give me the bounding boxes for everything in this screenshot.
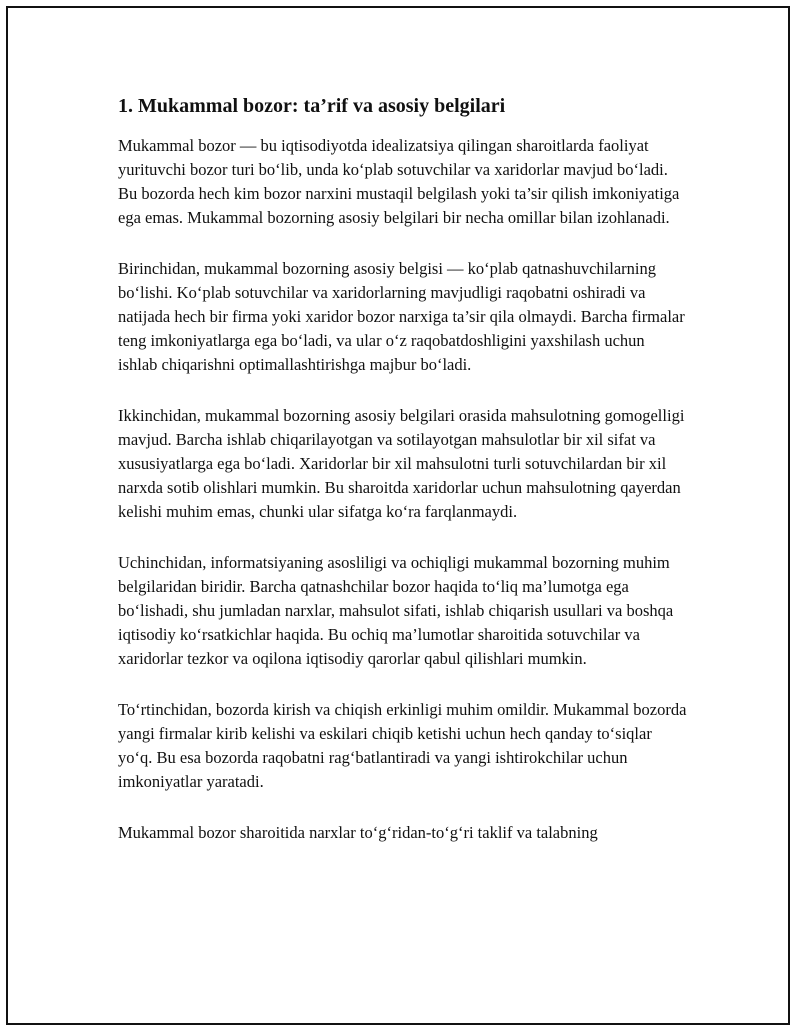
document-body: [118, 92, 688, 872]
paragraph-fifth: Mukammal bozor sharoitida narxlar toʻgʻridan-toʻgʻri taklif va talabning: [118, 823, 598, 842]
paragraph-intro: Mukammal bozor — bu iqtisodiyotda idealizatsiya qilingan sharoitlarda faoliyat yurituvchi bozor turi boʻlib, unda koʻplab sotuvchilar va xaridorlar mavjud boʻladi. Bu bozorda hech kim bozor narxini mustaqil belgilash yoki ta’sir qilish imkoniyatiga ega emas. Mukammal bozorning asosiy belgilari bir necha omillar bilan izohlanadi.: [118, 136, 680, 227]
paragraph-second: Ikkinchidan, mukammal bozorning asosiy belgilari orasida mahsulotning gomogelligi mavjud. Barcha ishlab chiqarilayotgan va sotilayotgan mahsulotlar bir xil sifat va xususiyatlarga ega boʻladi. Xaridorlar bir xil mahsulotni turli sotuvchilardan bir xil narxda sotib olishlari mumkin. Bu sharoitda xaridorlar uchun mahsulotning qayerdan kelishi muhim emas, chunki ular sifatga koʻra farqlanmaydi.: [118, 406, 685, 521]
paragraph-first: Birinchidan, mukammal bozorning asosiy belgisi — koʻplab qatnashuvchilarning boʻlishi. Koʻplab sotuvchilar va xaridorlarning mavjudligi raqobatni oshiradi va natijada hech bir firma yoki xaridor bozor narxiga ta’sir qila olmaydi. Barcha firmalar teng imkoniyatlarga ega boʻladi, va ular oʻz raqobatdoshligini yaxshilash uchun ishlab chiqarishni optimallashtirishga majbur boʻladi.: [118, 259, 685, 374]
section-heading: 1. Mukammal bozor: ta’rif va asosiy belgilari: [118, 95, 506, 117]
paragraph-fourth: Toʻrtinchidan, bozorda kirish va chiqish erkinligi muhim omildir. Mukammal bozorda yangi firmalar kirib kelishi va eskilari chiqib ketishi uchun hech qanday toʻsiqlar yoʻq. Bu esa bozorda raqobatni ragʻbatlantiradi va yangi ishtirokchilar uchun imkoniyatlar yaratadi.: [118, 700, 687, 791]
paragraph-third: Uchinchidan, informatsiyaning asosliligi va ochiqligi mukammal bozorning muhim belgilaridan biridir. Barcha qatnashchilar bozor haqida toʻliq ma’lumotga ega boʻlishadi, shu jumladan narxlar, mahsulot sifati, ishlab chiqarish usullari va boshqa iqtisodiy koʻrsatkichlar haqida. Bu ochiq ma’lumotlar sharoitida sotuvchilar va xaridorlar tezkor va oqilona iqtisodiy qarorlar qabul qilishlari mumkin.: [118, 553, 674, 668]
